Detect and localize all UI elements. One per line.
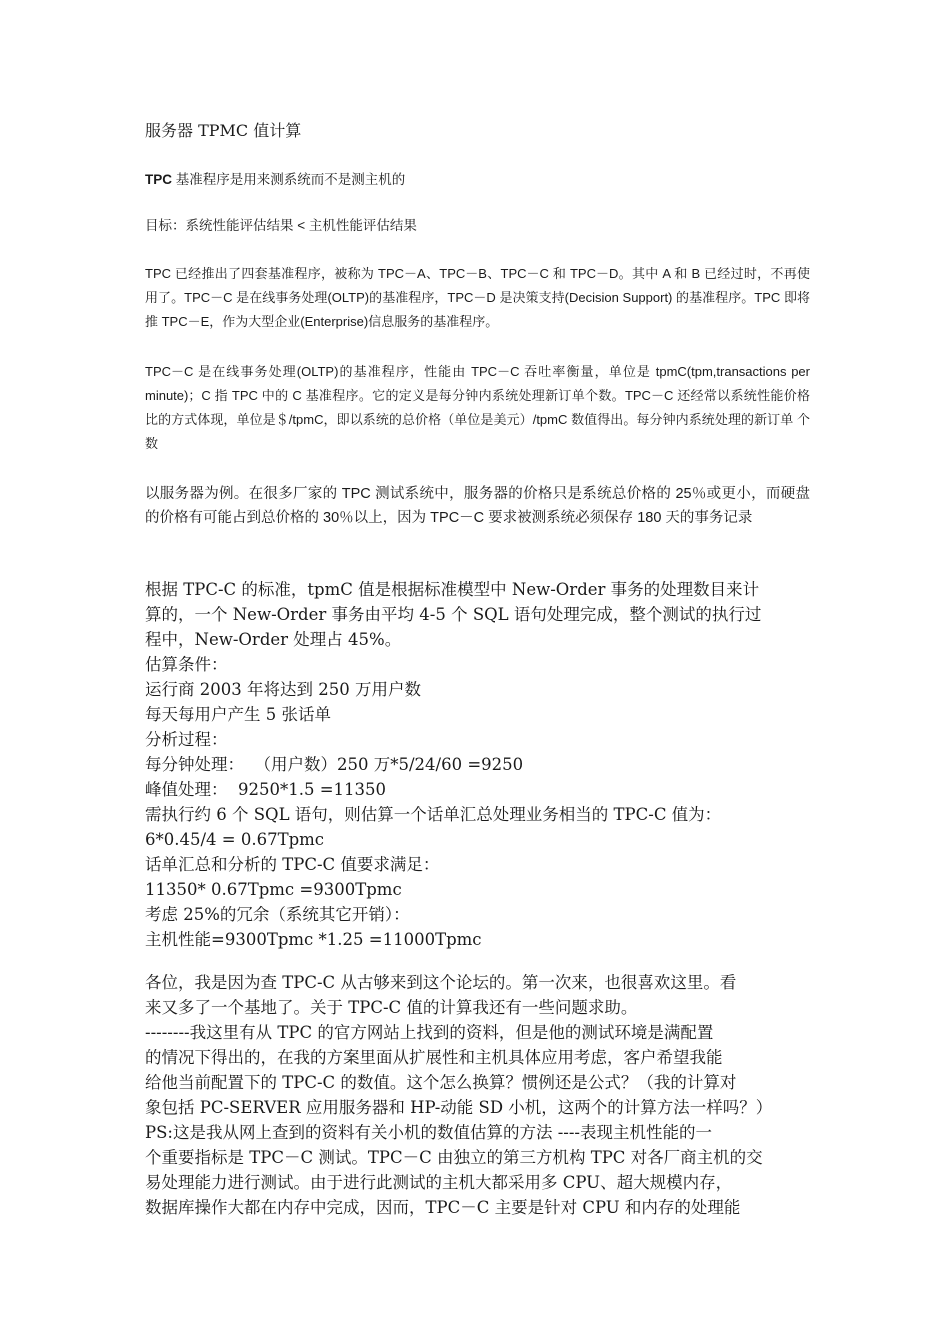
text-line: 需执行约 6 个 SQL 语句，则估算一个话单汇总处理业务相当的 TPC-C 值为： — [145, 805, 722, 824]
text-line: PS:这是我从网上查到的资料有关小机的数值估算的方法 ----表现主机性能的一 — [145, 1123, 713, 1142]
text-line: 每天每用户产生 5 张话单 — [145, 705, 331, 724]
text-line: 考虑 25%的冗余（系统其它开销）： — [145, 905, 410, 924]
text-line: 峰值处理： 9250*1.5 =11350 — [145, 780, 387, 799]
tpmc-estimation-block — [145, 577, 810, 952]
text-line: 主机性能=9300Tpmc *1.25 =11000Tpmc — [145, 930, 482, 949]
page-title: 服务器 TPMC 值计算 — [145, 121, 302, 140]
subtitle-text: 基准程序是用来测系统而不是测主机的 — [172, 172, 406, 187]
forum-question-block — [145, 970, 810, 1220]
text-line: 话单汇总和分析的 TPC-C 值要求满足： — [145, 855, 440, 874]
paragraph-tpc-c-definition: TPC－C 是在线事务处理(OLTP)的基准程序，性能由 TPC－C 吞吐率衡量，单位是 tpmC(tpm,transactions per minute)；C 指 TPC 中的 C 基准程序。它的定义是每分钟内系统处理新订单个数。TPC－C 还经常以系统性能价格比的方式体现，单位是＄/tpmC，即以系统的总价格（单位是美元）/tpmC 数值得出。每分钟内系统处理的新订单 个数 — [145, 364, 810, 451]
goal-line: 目标：系统性能评估结果 < 主机性能评估结果 — [145, 218, 417, 233]
text-line: 算的，一个 New-Order 事务由平均 4-5 个 SQL 语句处理完成，整个测试的执行过 — [145, 605, 762, 624]
text-line: 根据 TPC-C 的标准，tpmC 值是根据标准模型中 New-Order 事务的处理数目来计 — [145, 580, 760, 599]
text-line: --------我这里有从 TPC 的官方网站上找到的资料，但是他的测试环境是满配置 — [145, 1023, 714, 1042]
text-line: 运行商 2003 年将达到 250 万用户数 — [145, 680, 421, 699]
text-line: 象包括 PC-SERVER 应用服务器和 HP-动能 SD 小机，这两个的计算方法一样吗？） — [145, 1098, 773, 1117]
text-line: 的情况下得出的，在我的方案里面从扩展性和主机具体应用考虑，客户希望我能 — [145, 1048, 723, 1067]
subtitle — [145, 170, 405, 190]
text-line: 每分钟处理： （用户数）250 万*5/24/60 =9250 — [145, 755, 524, 774]
text-line: 各位，我是因为查 TPC-C 从古够来到这个论坛的。第一次来，也很喜欢这里。看 — [145, 973, 737, 992]
text-line: 个重要指标是 TPC－C 测试。TPC－C 由独立的第三方机构 TPC 对各厂商主机的交 — [145, 1148, 763, 1167]
text-line: 给他当前配置下的 TPC-C 的数值。这个怎么换算？惯例还是公式？（我的计算对 — [145, 1073, 737, 1092]
text-line: 分析过程： — [145, 730, 228, 749]
text-line: 易处理能力进行测试。由于进行此测试的主机大都采用多 CPU、超大规模内存， — [145, 1173, 733, 1192]
text-line: 数据库操作大都在内存中完成，因而，TPC－C 主要是针对 CPU 和内存的处理能 — [145, 1198, 741, 1217]
text-line: 来又多了一个基地了。关于 TPC-C 值的计算我还有一些问题求助。 — [145, 998, 638, 1017]
text-line: 11350* 0.67Tpmc =9300Tpmc — [145, 880, 402, 899]
paragraph-server-price: 以服务器为例。在很多厂家的 TPC 测试系统中，服务器的价格只是系统总价格的 25％或更小，而硬盘的价格有可能占到总价格的 30％以上，因为 TPC－C 要求被测系统必须保存 180 天的事务记录 — [145, 486, 810, 526]
text-line: 估算条件： — [145, 655, 228, 674]
paragraph-tpc-overview: TPC 已经推出了四套基准程序，被称为 TPC－A、TPC－B、TPC－C 和 TPC－D。其中 A 和 B 已经过时，不再使用了。TPC－C 是在线事务处理(OLTP)的基准程序，TPC－D 是决策支持(Decision Support) 的基准程序。TPC 即将推 TPC－E，作为大型企业(Enterprise)信息服务的基准程序。 — [145, 266, 810, 329]
subtitle-bold: TPC — [145, 172, 172, 187]
text-line: 6*0.45/4 = 0.67Tpmc — [145, 830, 325, 849]
text-line: 程中，New-Order 处理占 45%。 — [145, 630, 402, 649]
